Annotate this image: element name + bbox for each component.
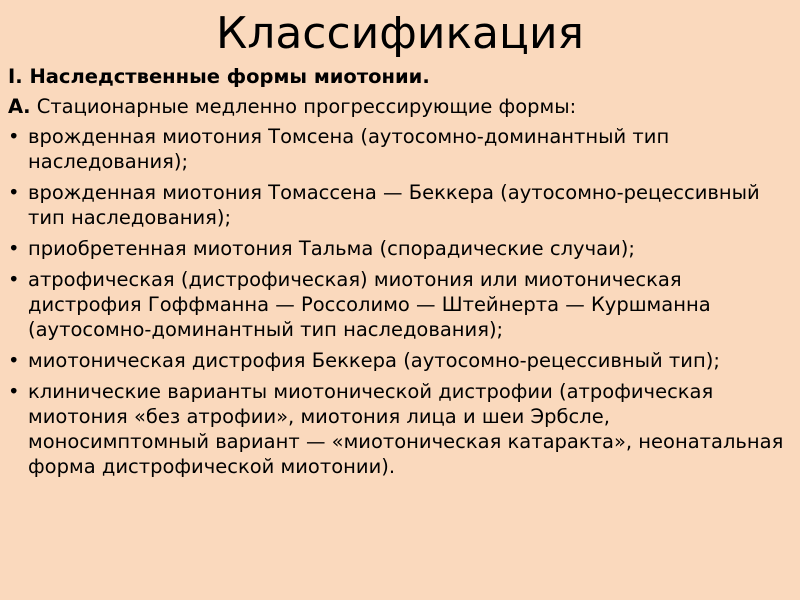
bullet-icon: • [8, 268, 20, 291]
list-item [8, 267, 794, 342]
list-item-text: приобретенная миотония Тальма (спорадические случаи); [28, 237, 635, 260]
list-item [8, 124, 794, 174]
list-item [8, 379, 794, 479]
list-item [8, 236, 794, 261]
list-item-text: врожденная миотония Томсена (аутосомно-доминантный тип наследования); [28, 125, 670, 173]
bullet-icon: • [8, 181, 20, 204]
bullet-icon: • [8, 237, 20, 260]
list-item [8, 180, 794, 230]
slide-title: Классификация [215, 8, 585, 59]
slide-content [8, 64, 794, 485]
list-item-text: миотоническая дистрофия Беккера (аутосомно-рецессивный тип); [28, 349, 720, 372]
section-heading: I. Наследственные формы миотонии. [8, 65, 430, 88]
bullet-icon: • [8, 125, 20, 148]
bullet-icon: • [8, 380, 20, 403]
subsection-heading [8, 94, 794, 119]
list-item-text: атрофическая (дистрофическая) миотония или миотоническая дистрофия Гоффманна — Россолимо — Штейнерта — Куршманна (аутосомно-доминантный тип наследования); [28, 268, 711, 341]
classification-list [8, 124, 794, 479]
bullet-icon: • [8, 349, 20, 372]
list-item [8, 348, 794, 373]
subsection-label: А. [8, 95, 31, 118]
list-item-text: врожденная миотония Томассена — Беккера (аутосомно-рецессивный тип наследования); [28, 181, 760, 229]
subsection-text: Стационарные медленно прогрессирующие формы: [30, 95, 577, 118]
list-item-text: клинические варианты миотонической дистрофии (атрофическая миотония «без атрофии», миотония лица и шеи Эрбсле, моносимптомный вариант — «миотоническая катаракта», неонатальная форма дистрофической миотонии). [28, 380, 784, 478]
